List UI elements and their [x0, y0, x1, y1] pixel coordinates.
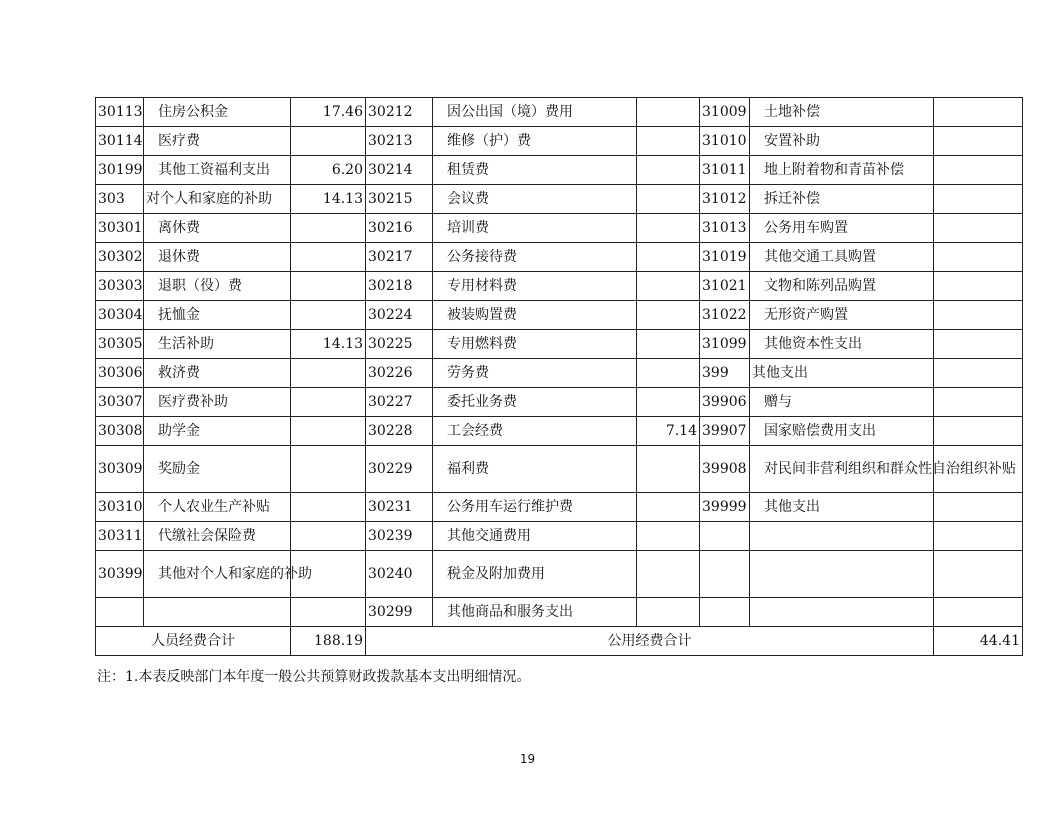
- code-cell: 30225: [366, 330, 433, 359]
- table-row: [96, 388, 1023, 417]
- code-cell: 30226: [366, 359, 433, 388]
- code-cell: 30215: [366, 185, 433, 214]
- code-cell: 30231: [366, 493, 433, 522]
- name-cell: 代缴社会保险费: [144, 522, 291, 551]
- name-cell: 退职（役）费: [144, 272, 291, 301]
- amount-cell: [934, 359, 1023, 388]
- amount-cell: [291, 598, 366, 627]
- amount-cell: [637, 551, 700, 598]
- personnel-total-value: 188.19: [291, 627, 366, 656]
- name-cell: 税金及附加费用: [433, 551, 637, 598]
- code-cell: [96, 598, 144, 627]
- code-cell: 30310: [96, 493, 144, 522]
- code-cell: 31011: [700, 156, 750, 185]
- amount-cell: [934, 98, 1023, 127]
- name-cell: 助学金: [144, 417, 291, 446]
- amount-cell: [291, 388, 366, 417]
- amount-cell: [637, 127, 700, 156]
- code-cell: 31021: [700, 272, 750, 301]
- name-cell: 培训费: [433, 214, 637, 243]
- table-row: [96, 493, 1023, 522]
- code-cell: 39907: [700, 417, 750, 446]
- amount-cell: [934, 127, 1023, 156]
- code-cell: 30304: [96, 301, 144, 330]
- amount-cell: [637, 388, 700, 417]
- amount-cell: [637, 330, 700, 359]
- name-cell: 其他交通费用: [433, 522, 637, 551]
- amount-cell: [934, 214, 1023, 243]
- code-cell: 30399: [96, 551, 144, 598]
- code-cell: 30301: [96, 214, 144, 243]
- name-cell: 其他商品和服务支出: [433, 598, 637, 627]
- name-cell: 劳务费: [433, 359, 637, 388]
- amount-cell: [934, 243, 1023, 272]
- code-cell: 31099: [700, 330, 750, 359]
- amount-cell: [934, 301, 1023, 330]
- table-row: [96, 156, 1023, 185]
- code-cell: 30302: [96, 243, 144, 272]
- name-cell: 文物和陈列品购置: [750, 272, 934, 301]
- table-row: [96, 214, 1023, 243]
- amount-cell: [291, 446, 366, 493]
- code-cell: 30114: [96, 127, 144, 156]
- code-cell: 30228: [366, 417, 433, 446]
- amount-cell: [291, 493, 366, 522]
- amount-cell: [637, 522, 700, 551]
- amount-cell: [291, 272, 366, 301]
- amount-cell: [637, 272, 700, 301]
- personnel-total-label: 人员经费合计: [96, 627, 291, 656]
- name-cell: 其他对个人和家庭的补助: [144, 551, 291, 598]
- amount-cell: [934, 417, 1023, 446]
- expenditure-table: [95, 97, 1023, 656]
- totals-row: [96, 627, 1023, 656]
- name-cell: 退休费: [144, 243, 291, 272]
- name-cell: 离休费: [144, 214, 291, 243]
- name-cell: 无形资产购置: [750, 301, 934, 330]
- code-cell: 39908: [700, 446, 750, 493]
- table-row: [96, 522, 1023, 551]
- code-cell: 30214: [366, 156, 433, 185]
- name-cell: 其他资本性支出: [750, 330, 934, 359]
- amount-cell: [934, 185, 1023, 214]
- code-cell: 39906: [700, 388, 750, 417]
- public-total-label: 公用经费合计: [366, 627, 934, 656]
- amount-cell: [291, 417, 366, 446]
- name-cell: [750, 522, 934, 551]
- code-cell: [700, 522, 750, 551]
- table-row: [96, 127, 1023, 156]
- table-row: [96, 330, 1023, 359]
- code-cell: 30224: [366, 301, 433, 330]
- code-cell: 30229: [366, 446, 433, 493]
- code-cell: 30311: [96, 522, 144, 551]
- name-cell: 其他支出: [750, 493, 934, 522]
- code-cell: 30216: [366, 214, 433, 243]
- code-cell: 303: [96, 185, 144, 214]
- name-cell: 住房公积金: [144, 98, 291, 127]
- name-cell: [750, 598, 934, 627]
- amount-cell: [934, 598, 1023, 627]
- code-cell: 30305: [96, 330, 144, 359]
- amount-cell: [637, 446, 700, 493]
- code-cell: 30306: [96, 359, 144, 388]
- code-cell: 30240: [366, 551, 433, 598]
- name-cell: [750, 551, 934, 598]
- name-cell: 福利费: [433, 446, 637, 493]
- name-cell: 工会经费: [433, 417, 637, 446]
- name-cell: 拆迁补偿: [750, 185, 934, 214]
- table-row: [96, 446, 1023, 493]
- code-cell: 30239: [366, 522, 433, 551]
- amount-cell: [934, 522, 1023, 551]
- name-cell: 被装购置费: [433, 301, 637, 330]
- table-row: [96, 243, 1023, 272]
- amount-cell: [291, 214, 366, 243]
- name-cell: 会议费: [433, 185, 637, 214]
- amount-cell: [637, 301, 700, 330]
- page-number: 19: [519, 752, 536, 766]
- name-cell: 对民间非营利组织和群众性自治组织补贴: [750, 446, 934, 493]
- amount-cell: 17.46: [291, 98, 366, 127]
- code-cell: 30199: [96, 156, 144, 185]
- name-cell: 医疗费补助: [144, 388, 291, 417]
- table-row: [96, 185, 1023, 214]
- name-cell: 其他交通工具购置: [750, 243, 934, 272]
- name-cell: 医疗费: [144, 127, 291, 156]
- code-cell: 31013: [700, 214, 750, 243]
- name-cell: 其他工资福利支出: [144, 156, 291, 185]
- name-cell: 对个人和家庭的补助: [144, 185, 291, 214]
- amount-cell: 6.20: [291, 156, 366, 185]
- code-cell: 30299: [366, 598, 433, 627]
- name-cell: 地上附着物和青苗补偿: [750, 156, 934, 185]
- code-cell: 30307: [96, 388, 144, 417]
- code-cell: 30218: [366, 272, 433, 301]
- name-cell: 维修（护）费: [433, 127, 637, 156]
- code-cell: [700, 598, 750, 627]
- amount-cell: [934, 330, 1023, 359]
- name-cell: 其他支出: [750, 359, 934, 388]
- name-cell: 国家赔偿费用支出: [750, 417, 934, 446]
- amount-cell: [934, 272, 1023, 301]
- amount-cell: [934, 551, 1023, 598]
- name-cell: 赠与: [750, 388, 934, 417]
- code-cell: 31010: [700, 127, 750, 156]
- name-cell: 公务接待费: [433, 243, 637, 272]
- code-cell: 30309: [96, 446, 144, 493]
- name-cell: 因公出国（境）费用: [433, 98, 637, 127]
- code-cell: 30213: [366, 127, 433, 156]
- table-row: [96, 359, 1023, 388]
- table-row: [96, 272, 1023, 301]
- code-cell: 31009: [700, 98, 750, 127]
- name-cell: 专用燃料费: [433, 330, 637, 359]
- name-cell: 生活补助: [144, 330, 291, 359]
- code-cell: 31019: [700, 243, 750, 272]
- code-cell: 30217: [366, 243, 433, 272]
- code-cell: 31022: [700, 301, 750, 330]
- amount-cell: [637, 185, 700, 214]
- code-cell: 30113: [96, 98, 144, 127]
- code-cell: 399: [700, 359, 750, 388]
- name-cell: 土地补偿: [750, 98, 934, 127]
- table-note: 注：1.本表反映部门本年度一般公共预算财政拨款基本支出明细情况。: [97, 669, 531, 685]
- amount-cell: 14.13: [291, 185, 366, 214]
- amount-cell: [637, 156, 700, 185]
- name-cell: [144, 598, 291, 627]
- amount-cell: [637, 243, 700, 272]
- code-cell: [700, 551, 750, 598]
- amount-cell: [291, 301, 366, 330]
- name-cell: 专用材料费: [433, 272, 637, 301]
- code-cell: 30212: [366, 98, 433, 127]
- amount-cell: [291, 522, 366, 551]
- name-cell: 公务用车运行维护费: [433, 493, 637, 522]
- amount-cell: [637, 598, 700, 627]
- amount-cell: [934, 156, 1023, 185]
- table-body: [96, 98, 1023, 627]
- amount-cell: [291, 127, 366, 156]
- name-cell: 奖励金: [144, 446, 291, 493]
- name-cell: 租赁费: [433, 156, 637, 185]
- public-total-value: 44.41: [934, 627, 1023, 656]
- amount-cell: [291, 243, 366, 272]
- amount-cell: [637, 359, 700, 388]
- amount-cell: 7.14: [637, 417, 700, 446]
- amount-cell: [637, 98, 700, 127]
- code-cell: 39999: [700, 493, 750, 522]
- amount-cell: [291, 359, 366, 388]
- code-cell: 30303: [96, 272, 144, 301]
- amount-cell: 14.13: [291, 330, 366, 359]
- table-row: [96, 417, 1023, 446]
- name-cell: 抚恤金: [144, 301, 291, 330]
- name-cell: 委托业务费: [433, 388, 637, 417]
- amount-cell: [637, 214, 700, 243]
- name-cell: 救济费: [144, 359, 291, 388]
- code-cell: 30227: [366, 388, 433, 417]
- table-row: [96, 98, 1023, 127]
- name-cell: 安置补助: [750, 127, 934, 156]
- amount-cell: [637, 493, 700, 522]
- table-row: [96, 301, 1023, 330]
- table-row: [96, 598, 1023, 627]
- name-cell: 个人农业生产补贴: [144, 493, 291, 522]
- name-cell: 公务用车购置: [750, 214, 934, 243]
- code-cell: 31012: [700, 185, 750, 214]
- table-row: [96, 551, 1023, 598]
- code-cell: 30308: [96, 417, 144, 446]
- amount-cell: [934, 388, 1023, 417]
- amount-cell: [934, 493, 1023, 522]
